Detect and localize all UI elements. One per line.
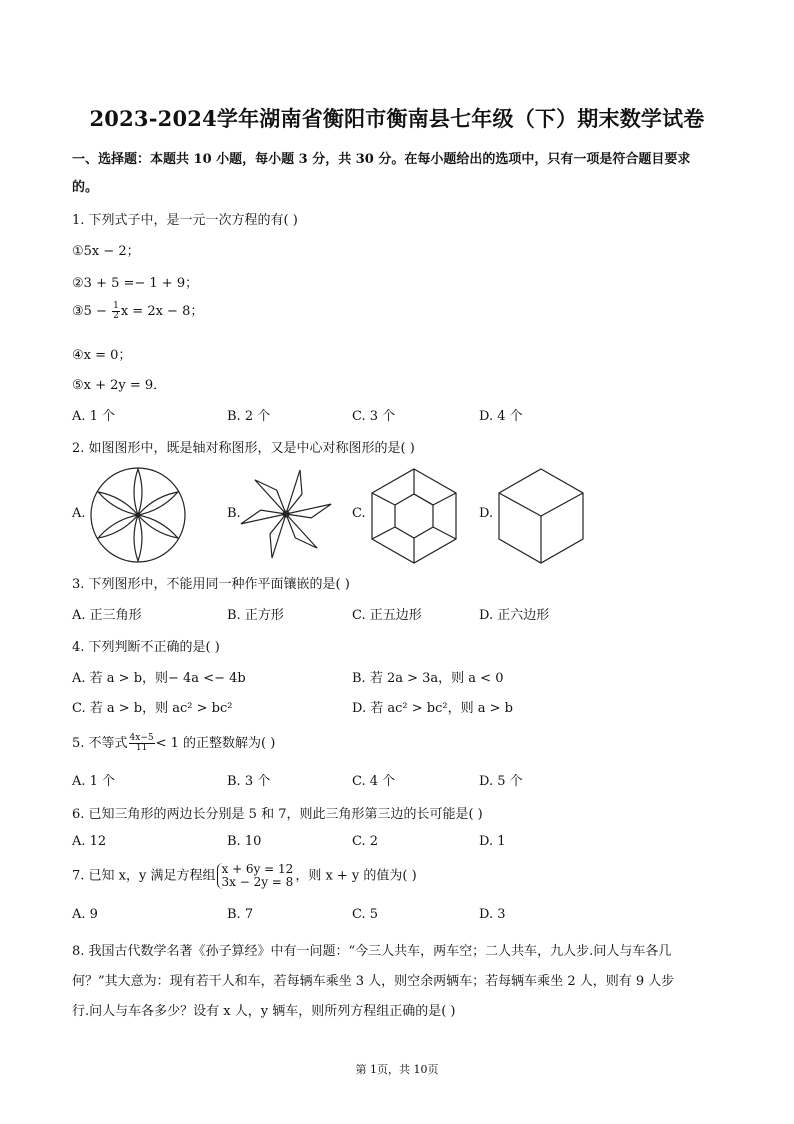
- section-heading: 一、选择题：本题共 10 小题，每小题 3 分，共 30 分。在每小题给出的选项中，只有一项是符合题目要求: [72, 152, 691, 167]
- q4-stem: 4. 下列判断不正确的是( ): [72, 640, 220, 655]
- q7-eq2: 3x − 2y = 8: [221, 875, 294, 889]
- q1-item-2: ②3 + 5 =− 1 + 9；: [72, 276, 199, 291]
- q4-option-a: A. 若 a > b，则− 4a <− 4b: [72, 671, 246, 686]
- q5-option-a: A. 1 个: [72, 774, 116, 789]
- q1-option-c: C. 3 个: [352, 409, 396, 424]
- q4-option-b: B. 若 2a > 3a，则 a < 0: [352, 671, 504, 686]
- q3-option-c: C. 正五边形: [352, 608, 422, 623]
- q7-option-d: D. 3: [479, 907, 506, 922]
- figure-c-hexagon-swirl: [368, 466, 460, 566]
- q1-option-a: A. 1 个: [72, 409, 116, 424]
- q1-item-3-post: x = 2x − 8；: [120, 304, 204, 319]
- q7-eq1: x + 6y = 12: [221, 862, 294, 876]
- q6-option-d: D. 1: [479, 834, 506, 849]
- q7-option-b: B. 7: [227, 907, 254, 922]
- q4-option-d: D. 若 ac² > bc²，则 a > b: [352, 701, 513, 716]
- q7-option-a: A. 9: [72, 907, 98, 922]
- figure-a-flower: [88, 465, 188, 565]
- q8-line-3: 行.问人与车各多少？设有 x 人，y 辆车，则所列方程组正确的是( ): [72, 1004, 456, 1019]
- q1-item-1: ①5x − 2；: [72, 244, 140, 259]
- q5-stem: [72, 732, 275, 753]
- q3-option-d: D. 正六边形: [479, 608, 550, 623]
- figure-d-hexagon-cube: [495, 466, 587, 566]
- q3-option-b: B. 正方形: [227, 608, 284, 623]
- q1-item-4: ④x = 0；: [72, 348, 132, 363]
- q2-label-b: B.: [227, 506, 241, 521]
- q1-option-b: B. 2 个: [227, 409, 271, 424]
- page-footer: 第 1页，共 10页: [355, 1063, 439, 1076]
- q1-frac-den: 2: [113, 311, 119, 321]
- figure-b-pinwheel: [240, 464, 332, 564]
- q1-frac-num: 1: [113, 301, 119, 311]
- q5-frac-den: 11: [135, 743, 148, 753]
- q3-option-a: A. 正三角形: [72, 608, 142, 623]
- q1-option-d: D. 4 个: [479, 409, 523, 424]
- q2-label-d: D.: [479, 506, 494, 521]
- q8-line-1: 8. 我国古代数学名著《孙子算经》中有一问题：“今三人共车，两车空；二人共车，九人步.问人与车各几: [72, 944, 672, 959]
- q5-option-c: C. 4 个: [352, 774, 396, 789]
- q1-item-5: ⑤x + 2y = 9．: [72, 378, 167, 393]
- q5-fraction: [129, 734, 155, 753]
- q5-stem-pre: 5. 不等式: [72, 736, 128, 751]
- q5-stem-post: < 1 的正整数解为( ): [155, 736, 276, 751]
- q2-label-c: C.: [352, 506, 366, 521]
- q1-fraction: [112, 302, 120, 321]
- q7-option-c: C. 5: [352, 907, 379, 922]
- q8-line-2: 何？”其大意为：现有若干人和车，若每辆车乘坐 3 人，则空余两辆车；若每辆车乘坐 2 人，则有 9 人步: [72, 974, 675, 989]
- page-title: 2023-2024学年湖南省衡阳市衡南县七年级（下）期末数学试卷: [89, 106, 705, 131]
- q6-option-a: A. 12: [72, 834, 107, 849]
- q5-frac-num: 4x−5: [129, 733, 154, 743]
- q1-item-3-pre: ③5 −: [72, 304, 112, 319]
- q1-item-3: [72, 300, 203, 321]
- q7-equation-system: [217, 863, 293, 889]
- q6-option-b: B. 10: [227, 834, 262, 849]
- q3-stem: 3. 下列图形中，不能用同一种作平面镶嵌的是( ): [72, 577, 350, 592]
- q5-option-d: D. 5 个: [479, 774, 523, 789]
- q2-stem: 2. 如图图形中，既是轴对称图形，又是中心对称图形的是( ): [72, 441, 415, 456]
- q7-stem-pre: 7. 已知 x，y 满足方程组: [72, 868, 216, 884]
- q2-label-a: A.: [72, 506, 86, 521]
- q7-stem: [72, 863, 417, 889]
- q6-option-c: C. 2: [352, 834, 379, 849]
- q1-stem: 1. 下列式子中，是一元一次方程的有( ): [72, 213, 298, 228]
- q4-option-c: C. 若 a > b，则 ac² > bc²: [72, 701, 233, 716]
- q6-stem: 6. 已知三角形的两边长分别是 5 和 7，则此三角形第三边的长可能是( ): [72, 807, 483, 822]
- q5-option-b: B. 3 个: [227, 774, 271, 789]
- section-heading-cont: 的。: [72, 180, 99, 195]
- q7-stem-post: ，则 x + y 的值为( ): [295, 868, 417, 884]
